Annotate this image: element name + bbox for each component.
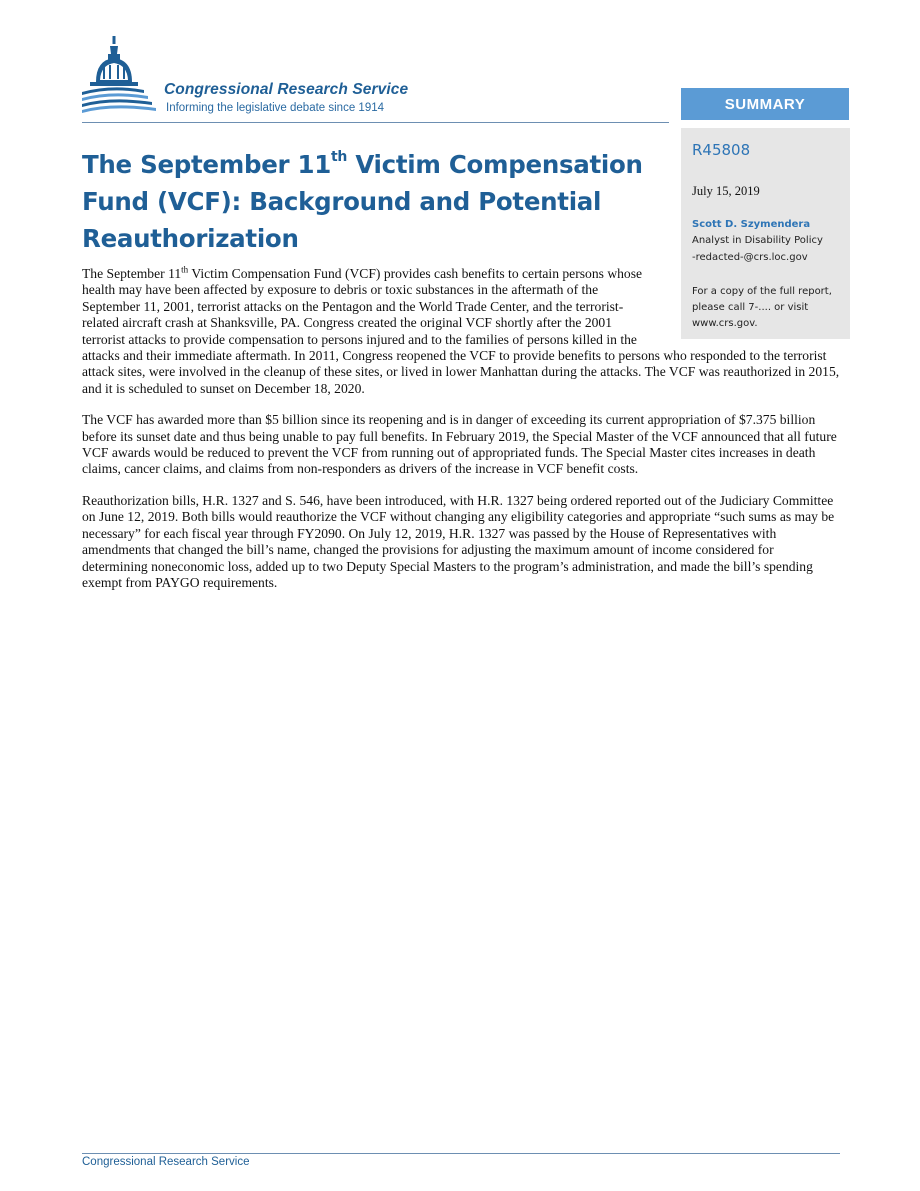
title-superscript: th [331,148,348,165]
report-title [82,146,682,257]
sidebar-wrap-spacer [656,266,842,342]
copy-note-line-2: please call 7-.... or visit [692,302,809,313]
footer-divider [82,1153,840,1154]
summary-paragraph-3: Reauthorization bills, H.R. 1327 and S. 546, have been introduced, with H.R. 1327 being ordered reported out of the Judiciary Committee on June 12, 2019. Both bills would reauthorize the VCF without changing any eligibility categories and appropriate “such sums as may be necessary” for each fiscal year through FY2090. On July 12, 2019, H.R. 1327 was passed by the House of Representatives with amendments that changed the bill’s name, changed the provisions for adjusting the maximum amount of income considered for determining noneconomic loss, added up to two Deputy Special Masters to the program’s administration, and made the bill’s spending exempt from PAYGO requirements. [82,492,835,590]
summary-tab: SUMMARY [681,88,849,120]
author-name: Scott D. Szymendera [692,219,811,230]
summary-body [82,266,842,606]
org-name: Congressional Research Service [164,81,409,98]
org-tagline: Informing the legislative debate since 1914 [166,102,385,114]
paragraph-1-rest: Victim Compensation Fund (VCF) provides cash benefits to certain persons whose health may have been affected by exposure to debris or toxic substances in the aftermath of the September 11, 2001, terrorist attacks on the Pentagon and the World Trade Center, and the terrorist-related aircraft crash at Shanksville, PA. Congress created the original VCF shortly after the 2001 terrorist attacks to provide compensation to persons injured and to the families of persons killed in the attacks and their immediate aftermath. In 2011, Congress reopened the VCF to provide benefits to persons who responded to the terrorist attack sites, were involved in the cleanup of these sites, or lived in lower Manhattan during the attacks. The VCF was reauthorized in 2015, and it is scheduled to sunset on December 18, 2020. [82,266,840,396]
crs-logo [82,34,462,122]
summary-paragraph-2: The VCF has awarded more than $5 billion since its reopening and is in danger of exceeding its current appropriation of $7.375 billion before its sunset date and thus being unable to pay full benefits. In February 2019, the Special Master of the VCF announced that all future VCF awards would be reduced to prevent the VCF from running out of appropriated funds. The Special Master cites increases in death claims, cancer claims, and claims from non-responders as drivers of the increase in VCF benefit costs. [82,412,837,477]
report-date: July 15, 2019 [692,184,760,198]
author-title: Analyst in Disability Policy [692,235,823,246]
title-part-2: Victim Compensation Fund (VCF): Background and Potential Reauthorization [82,150,643,253]
paragraph-1-superscript: th [181,264,189,275]
report-number: R45808 [692,141,751,159]
title-part-1: The September 11 [82,150,332,179]
capitol-dome-icon [82,34,162,122]
copy-note-line-3: www.crs.gov. [692,318,758,329]
author-email: -redacted-@crs.loc.gov [692,252,808,263]
footer-org-name: Congressional Research Service [82,1156,250,1168]
header-divider [82,122,669,123]
copy-note-line-1: For a copy of the full report, [692,286,832,297]
paragraph-1-start: The September 11 [82,266,182,281]
